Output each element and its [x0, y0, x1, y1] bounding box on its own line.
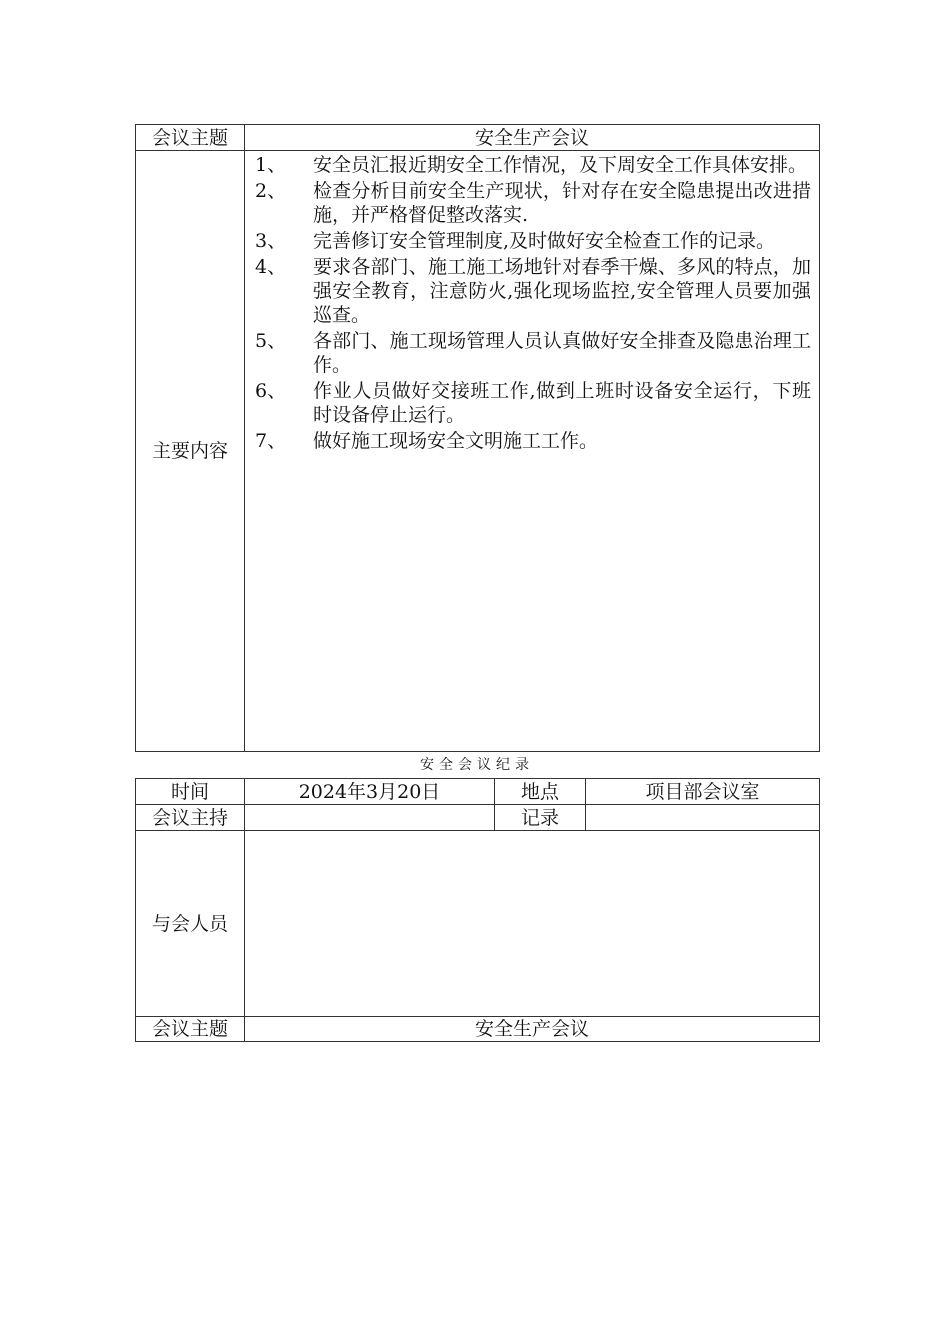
list-item [251, 153, 811, 177]
place-value: 项目部会议室 [586, 779, 820, 805]
item-number: 5、 [255, 330, 287, 352]
list-item [251, 229, 811, 253]
list-item [251, 329, 811, 377]
topic-value-2: 安全生产会议 [245, 1017, 820, 1042]
item-number: 4、 [255, 256, 287, 278]
record-caption: 安全会议纪录 [420, 757, 534, 773]
list-item [251, 255, 811, 327]
attendees-value [245, 831, 820, 1017]
place-label: 地点 [495, 779, 586, 805]
item-number: 3、 [255, 230, 287, 252]
item-text: 做好施工现场安全文明施工工作。 [313, 430, 599, 452]
item-text: 各部门、施工现场管理人员认真做好安全排查及隐患治理工作。 [313, 330, 811, 376]
item-number: 7、 [255, 430, 287, 452]
item-number: 6、 [255, 380, 287, 402]
host-value [245, 805, 495, 831]
list-item [251, 179, 811, 227]
content-label: 主要内容 [136, 151, 245, 752]
item-text: 完善修订安全管理制度,及时做好安全检查工作的记录。 [313, 230, 776, 252]
list-item [251, 429, 811, 453]
item-text: 检查分析目前安全生产现状，针对存在安全隐患提出改进措施，并严格督促整改落实. [313, 180, 811, 226]
topic-label-2: 会议主题 [136, 1017, 245, 1042]
recorder-value [586, 805, 820, 831]
topic-label: 会议主题 [136, 125, 245, 151]
item-number: 2、 [255, 180, 287, 202]
list-item [251, 379, 811, 427]
meeting-content-table [135, 124, 820, 752]
item-text: 要求各部门、施工施工场地针对春季干燥、多风的特点，加强安全教育，注意防火,强化现场监控,安全管理人员要加强巡查。 [313, 256, 811, 326]
item-text: 安全员汇报近期安全工作情况，及下周安全工作具体安排。 [313, 154, 808, 176]
attendees-label: 与会人员 [136, 831, 245, 1017]
item-number: 1、 [255, 154, 287, 176]
item-text: 作业人员做好交接班工作,做到上班时设备安全运行，下班时设备停止运行。 [313, 380, 811, 426]
time-value: 2024年3月20日 [245, 779, 495, 805]
host-label: 会议主持 [136, 805, 245, 831]
time-label: 时间 [136, 779, 245, 805]
content-items [245, 151, 820, 752]
topic-value: 安全生产会议 [245, 125, 820, 151]
meeting-info-table [135, 778, 820, 1042]
recorder-label: 记录 [495, 805, 586, 831]
